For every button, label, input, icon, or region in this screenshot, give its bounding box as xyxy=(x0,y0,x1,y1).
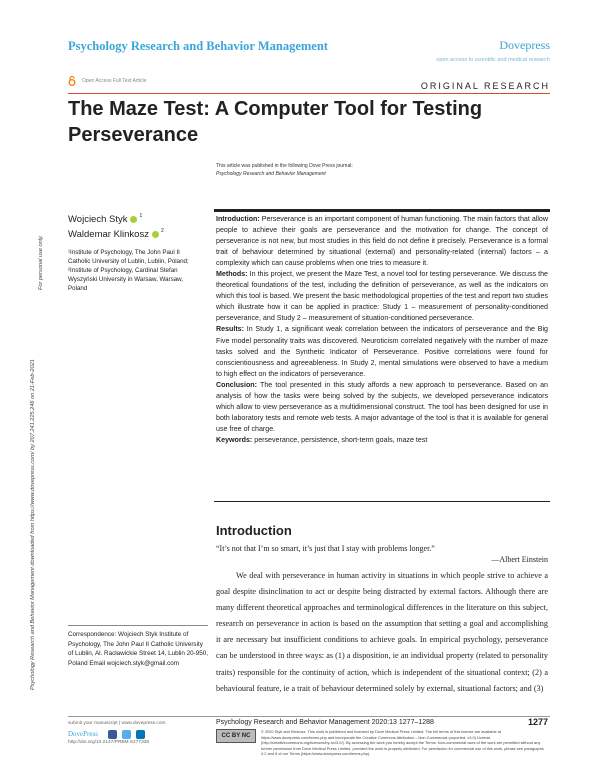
publisher-tagline: open access to scientific and medical research xyxy=(436,57,550,63)
abstract-label: Results: xyxy=(216,325,244,334)
introduction-paragraph: We deal with perseverance in human activity in situations in which people strive to achieve a goal despite disinclination to act or despite being distracted by external factors. Although there are many different theoretical approaches and terminological differences in the literature on this subject, research on perseverance in action is based on the assumption that setting a goal and accomplishing it are necessary but insufficient conditions to achieve goals. In empirical psychology, perseverance can be understood in three ways: as (1) a disposition, ie an individual property (related to personality traits) responsible for the continuity of action, which is independent of the situational context; (2) a behavioural feature, ie a trait of behaviour determined solely by external, situational factors; and (3) xyxy=(216,571,548,693)
author-affiliation-ref: 1 xyxy=(139,213,143,219)
header-divider xyxy=(68,93,550,94)
orcid-icon[interactable] xyxy=(130,216,137,223)
creative-commons-badge[interactable]: CC BY NC xyxy=(216,729,256,743)
page-number: 1277 xyxy=(527,717,548,727)
author-name[interactable]: Wojciech Styk xyxy=(68,214,128,225)
author-name[interactable]: Waldemar Klinkosz xyxy=(68,229,149,240)
linkedin-icon[interactable] xyxy=(136,730,145,739)
abstract-bottom-rule xyxy=(214,501,550,502)
article-title: The Maze Test: A Computer Tool for Testing Perseverance xyxy=(68,98,483,146)
open-access-line xyxy=(68,76,146,86)
license-block xyxy=(216,729,550,757)
download-note: Psychology Research and Behavior Management downloaded from https://www.dovepress.com/ by 207.241.225.246 on 21-Feb-2021 xyxy=(30,359,36,690)
abstract-results: Results: In Study 1, a significant weak correlation between the indicators of perseverance and the Big Five model personality traits was discovered. Neuroticism correlated negatively with the number of maze tasks solved and the Synthetic Indicator of Perseverance. Positive correlations were found for conscientiousness and agreeableness. In Study 2, mental simulations were observed to have a medium to high effect on the indicators of perseverance. xyxy=(216,325,548,378)
author-affiliation-ref: 2 xyxy=(160,228,164,234)
twitter-icon[interactable] xyxy=(122,730,131,739)
footer-journal-citation: Psychology Research and Behavior Management 2020:13 1277–1288 xyxy=(216,719,434,726)
facebook-icon[interactable] xyxy=(108,730,117,739)
publication-note-text: This article was published in the following Dove Press journal: xyxy=(216,163,353,169)
abstract-keywords: Keywords: perseverance, persistence, short-term goals, maze test xyxy=(216,435,428,444)
publication-note xyxy=(216,162,353,178)
doi-link[interactable]: http://doi.org/10.2147/PRBM.S277338 xyxy=(68,740,150,745)
footer-divider xyxy=(68,716,550,717)
section-heading-introduction: Introduction xyxy=(216,523,292,538)
dovepress-logo[interactable]: DovePress xyxy=(68,730,98,739)
abstract-label: Introduction: xyxy=(216,215,260,223)
abstract-label: Conclusion: xyxy=(216,380,257,389)
author xyxy=(68,212,164,227)
article-type: ORIGINAL RESEARCH xyxy=(420,81,550,91)
submit-manuscript-link[interactable]: submit your manuscript | www.dovepress.com xyxy=(68,721,166,726)
open-access-icon xyxy=(68,76,76,86)
epigraph-author: —Albert Einstein xyxy=(491,555,548,564)
abstract xyxy=(216,214,548,446)
footer-left xyxy=(68,720,165,746)
publication-note-journal[interactable]: Psychology Research and Behavior Management xyxy=(216,171,326,177)
correspondence-block: Correspondence: Wojciech Styk Institute of Psychology, The John Paul II Catholic University of Lublin, Al. Racławickie Street 14, Lublin 20-950, Poland Email wojciech.styk@gmail.com xyxy=(68,625,208,668)
journal-title[interactable]: Psychology Research and Behavior Management xyxy=(68,39,328,53)
publisher-logo[interactable] xyxy=(436,38,550,63)
abstract-conclusion: Conclusion: The tool presented in this study affords a new approach to perseverance. Based on an analysis of how the tasks were being solved by the subjects, we developed perseverance indicators which allow to view perseverance as a multidimensional construct. The tool has been designed for use in both laboratory tests and remote web tests. A major advantage of the tool is that it is available for general use free of charge. xyxy=(216,380,548,433)
publisher-name: Dovepress xyxy=(499,38,550,52)
orcid-icon[interactable] xyxy=(152,231,159,238)
social-links xyxy=(108,730,145,739)
license-text: © 2020 Styk and Klinkosz. This work is published and licensed by Dove Medical Press Limited. The full terms of this license are available at https://www.dovepress.com/terms.php and incorporate the Creative Commons Attribution – Non Commercial (unported, v3.0) License (http://creativecommons.org/licenses/by-nc/3.0/). By accessing the work you hereby accept the Terms. Non-commercial uses of the work are permitted without any further permission from Dove Medical Press Limited, provided the work is properly attributed. For permission for commercial use of this work, please see paragraphs 4.2 and 5 of our Terms (https://www.dovepress.com/terms.php). xyxy=(261,729,544,757)
author xyxy=(68,227,164,242)
abstract-top-rule xyxy=(214,209,550,212)
abstract-label: Methods: xyxy=(216,270,248,279)
open-access-label: Open Access Full Text Article xyxy=(82,78,147,84)
abstract-label: Keywords: xyxy=(216,435,253,444)
affiliations: ¹Institute of Psychology, The John Paul II Catholic University of Lublin, Lublin, Poland; ²Institute of Psychology, Cardinal Stefan Wyszyński University in Warsaw, Warsaw, Poland xyxy=(68,249,189,292)
epigraph-quote: “It’s not that I’m so smart, it’s just that I stay with problems longer.” xyxy=(216,544,435,553)
abstract-methods: Methods: In this project, we present the Maze Test, a novel tool for testing perseverance. We discuss the theoretical foundations of the test, including the definition of perseverance, as well as the indicators on which this tool is based. We present the basic methodological properties of the test and report two studies which illustrate how it can be applied in practice: Study 1 – measurement of personality-conditioned perseverance, and Study 2 – measurement of situation-conditioned perseverance. xyxy=(216,270,548,323)
download-watermark xyxy=(14,60,46,690)
abstract-introduction: Introduction: Perseverance is an important component of human functioning. The main factors that allow people to achieve their goals are perseverance and the motivation for change. The concept of perseverance is not new, but most studies in this field do not define it precisely. Perseverance is a formal trait of behaviour determined by situational (external) and personality-related (internal) factors – a complexity which can cause problems when one tries to measure it. xyxy=(216,215,548,268)
personal-use-note: For personal use only. xyxy=(38,235,44,290)
author-list xyxy=(68,212,164,242)
